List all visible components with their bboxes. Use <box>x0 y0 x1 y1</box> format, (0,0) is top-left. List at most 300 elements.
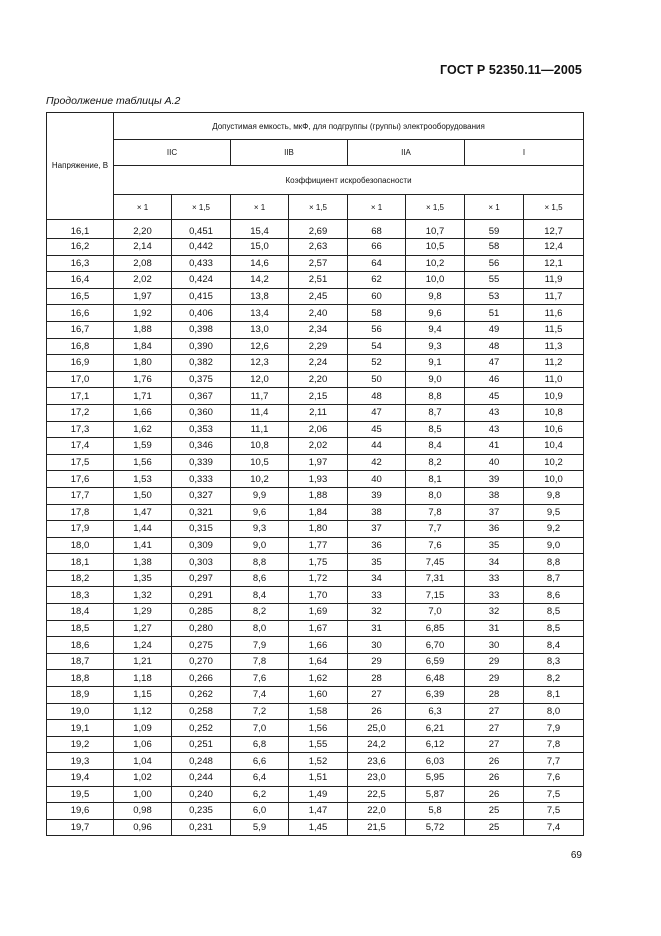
capacitance-cell: 2,40 <box>289 305 348 322</box>
voltage-cell: 19,3 <box>47 753 114 770</box>
capacitance-cell: 45 <box>465 388 524 405</box>
capacitance-cell: 50 <box>348 371 406 388</box>
capacitance-cell: 58 <box>348 305 406 322</box>
capacitance-cell: 24,2 <box>348 736 406 753</box>
capacitance-cell: 10,0 <box>524 471 584 488</box>
capacitance-cell: 2,63 <box>289 239 348 256</box>
capacitance-cell: 0,262 <box>172 687 231 704</box>
coefficient-subheader: × 1,5 <box>406 195 465 220</box>
capacitance-cell: 0,251 <box>172 736 231 753</box>
table-row <box>47 803 584 820</box>
capacitance-cell: 1,06 <box>114 736 172 753</box>
capacitance-cell: 9,0 <box>524 537 584 554</box>
capacitance-cell: 10,8 <box>524 404 584 421</box>
table-row <box>47 587 584 604</box>
voltage-cell: 16,3 <box>47 255 114 272</box>
capacitance-cell: 33 <box>465 587 524 604</box>
voltage-cell: 17,7 <box>47 487 114 504</box>
capacitance-cell: 1,52 <box>289 753 348 770</box>
capacitance-cell: 30 <box>465 637 524 654</box>
capacitance-cell: 27 <box>348 687 406 704</box>
capacitance-cell: 66 <box>348 239 406 256</box>
table-row <box>47 570 584 587</box>
voltage-cell: 18,6 <box>47 637 114 654</box>
voltage-cell: 18,1 <box>47 554 114 571</box>
capacitance-cell: 9,4 <box>406 321 465 338</box>
capacitance-cell: 1,84 <box>114 338 172 355</box>
capacitance-cell: 8,1 <box>406 471 465 488</box>
capacitance-cell: 1,21 <box>114 653 172 670</box>
capacitance-cell: 34 <box>465 554 524 571</box>
capacitance-cell: 1,09 <box>114 720 172 737</box>
capacitance-cell: 43 <box>465 421 524 438</box>
capacitance-cell: 1,72 <box>289 570 348 587</box>
table-row <box>47 255 584 272</box>
capacitance-cell: 1,49 <box>289 786 348 803</box>
capacitance-cell: 30 <box>348 637 406 654</box>
capacitance-cell: 7,8 <box>231 653 289 670</box>
capacitance-cell: 9,1 <box>406 355 465 372</box>
capacitance-cell: 1,66 <box>114 404 172 421</box>
capacitance-cell: 1,50 <box>114 487 172 504</box>
capacitance-cell: 6,2 <box>231 786 289 803</box>
capacitance-cell: 5,95 <box>406 770 465 787</box>
voltage-cell: 19,4 <box>47 770 114 787</box>
capacitance-cell: 1,77 <box>289 537 348 554</box>
capacitance-cell: 2,29 <box>289 338 348 355</box>
capacitance-cell: 1,88 <box>114 321 172 338</box>
capacitance-cell: 0,252 <box>172 720 231 737</box>
capacitance-cell: 8,5 <box>524 604 584 621</box>
capacitance-cell: 1,62 <box>289 670 348 687</box>
capacitance-cell: 1,24 <box>114 637 172 654</box>
capacitance-cell: 8,0 <box>524 703 584 720</box>
table-row <box>47 305 584 322</box>
table-row <box>47 487 584 504</box>
capacitance-cell: 56 <box>465 255 524 272</box>
capacitance-cell: 0,96 <box>114 819 172 836</box>
table-row <box>47 388 584 405</box>
capacitance-cell: 1,60 <box>289 687 348 704</box>
voltage-cell: 16,9 <box>47 355 114 372</box>
page-number: 69 <box>570 850 582 861</box>
capacitance-cell: 10,9 <box>524 388 584 405</box>
capacitance-cell: 0,327 <box>172 487 231 504</box>
capacitance-cell: 10,2 <box>406 255 465 272</box>
capacitance-cell: 33 <box>348 587 406 604</box>
capacitance-header: Допустимая емкость, мкФ, для подгруппы (группы) электрооборудования <box>114 113 584 140</box>
capacitance-cell: 59 <box>465 220 524 239</box>
coefficient-header: Коэффициент искробезопасности <box>114 166 584 195</box>
capacitance-cell: 39 <box>348 487 406 504</box>
capacitance-cell: 1,88 <box>289 487 348 504</box>
capacitance-cell: 1,56 <box>114 454 172 471</box>
group-header: IIB <box>231 140 348 166</box>
capacitance-cell: 38 <box>465 487 524 504</box>
capacitance-cell: 6,0 <box>231 803 289 820</box>
table-row <box>47 239 584 256</box>
capacitance-cell: 1,51 <box>289 770 348 787</box>
capacitance-cell: 7,6 <box>524 770 584 787</box>
capacitance-cell: 1,15 <box>114 687 172 704</box>
voltage-cell: 18,2 <box>47 570 114 587</box>
voltage-cell: 17,3 <box>47 421 114 438</box>
capacitance-cell: 12,0 <box>231 371 289 388</box>
capacitance-cell: 32 <box>465 604 524 621</box>
capacitance-cell: 1,70 <box>289 587 348 604</box>
capacitance-cell: 12,6 <box>231 338 289 355</box>
capacitance-cell: 37 <box>465 504 524 521</box>
capacitance-cell: 47 <box>465 355 524 372</box>
group-header: IIC <box>114 140 231 166</box>
capacitance-cell: 7,15 <box>406 587 465 604</box>
capacitance-cell: 1,02 <box>114 770 172 787</box>
capacitance-cell: 27 <box>465 720 524 737</box>
capacitance-cell: 1,62 <box>114 421 172 438</box>
capacitance-cell: 11,0 <box>524 371 584 388</box>
capacitance-cell: 8,0 <box>406 487 465 504</box>
capacitance-cell: 40 <box>465 454 524 471</box>
capacitance-cell: 1,59 <box>114 438 172 455</box>
capacitance-cell: 12,7 <box>524 220 584 239</box>
capacitance-cell: 26 <box>465 770 524 787</box>
table-row <box>47 653 584 670</box>
capacitance-cell: 0,285 <box>172 604 231 621</box>
capacitance-cell: 55 <box>465 272 524 289</box>
capacitance-cell: 9,0 <box>406 371 465 388</box>
capacitance-cell: 46 <box>465 371 524 388</box>
capacitance-cell: 8,7 <box>524 570 584 587</box>
capacitance-cell: 1,53 <box>114 471 172 488</box>
capacitance-cell: 6,59 <box>406 653 465 670</box>
capacitance-cell: 68 <box>348 220 406 239</box>
capacitance-cell: 7,31 <box>406 570 465 587</box>
capacitance-cell: 1,66 <box>289 637 348 654</box>
coefficient-subheader: × 1,5 <box>289 195 348 220</box>
voltage-cell: 19,1 <box>47 720 114 737</box>
table-row <box>47 720 584 737</box>
capacitance-cell: 7,6 <box>231 670 289 687</box>
table-row <box>47 355 584 372</box>
capacitance-cell: 7,9 <box>524 720 584 737</box>
capacitance-cell: 1,35 <box>114 570 172 587</box>
capacitance-cell: 0,280 <box>172 620 231 637</box>
capacitance-cell: 15,4 <box>231 220 289 239</box>
capacitance-cell: 0,321 <box>172 504 231 521</box>
capacitance-cell: 1,04 <box>114 753 172 770</box>
capacitance-cell: 5,87 <box>406 786 465 803</box>
capacitance-cell: 1,47 <box>114 504 172 521</box>
table-row <box>47 770 584 787</box>
capacitance-cell: 41 <box>465 438 524 455</box>
capacitance-cell: 1,56 <box>289 720 348 737</box>
voltage-cell: 18,8 <box>47 670 114 687</box>
group-header: IIA <box>348 140 465 166</box>
voltage-cell: 16,4 <box>47 272 114 289</box>
capacitance-cell: 2,24 <box>289 355 348 372</box>
capacitance-cell: 1,32 <box>114 587 172 604</box>
table-row <box>47 670 584 687</box>
capacitance-cell: 60 <box>348 288 406 305</box>
capacitance-cell: 14,6 <box>231 255 289 272</box>
table-row <box>47 786 584 803</box>
capacitance-cell: 39 <box>465 471 524 488</box>
capacitance-cell: 6,12 <box>406 736 465 753</box>
table-row <box>47 454 584 471</box>
capacitance-cell: 26 <box>465 786 524 803</box>
capacitance-cell: 22,0 <box>348 803 406 820</box>
capacitance-cell: 10,0 <box>406 272 465 289</box>
capacitance-cell: 15,0 <box>231 239 289 256</box>
table-row <box>47 703 584 720</box>
table-row <box>47 521 584 538</box>
capacitance-cell: 12,3 <box>231 355 289 372</box>
capacitance-cell: 43 <box>465 404 524 421</box>
capacitance-cell: 8,5 <box>406 421 465 438</box>
capacitance-cell: 8,8 <box>524 554 584 571</box>
table-row <box>47 438 584 455</box>
capacitance-cell: 8,4 <box>231 587 289 604</box>
table-row <box>47 637 584 654</box>
capacitance-cell: 8,8 <box>231 554 289 571</box>
capacitance-cell: 10,4 <box>524 438 584 455</box>
capacitance-cell: 25 <box>465 819 524 836</box>
capacitance-cell: 8,2 <box>406 454 465 471</box>
capacitance-cell: 0,451 <box>172 220 231 239</box>
capacitance-cell: 13,0 <box>231 321 289 338</box>
capacitance-cell: 28 <box>465 687 524 704</box>
capacitance-cell: 7,4 <box>231 687 289 704</box>
capacitance-cell: 6,4 <box>231 770 289 787</box>
capacitance-cell: 0,360 <box>172 404 231 421</box>
capacitance-cell: 35 <box>465 537 524 554</box>
capacitance-cell: 27 <box>465 703 524 720</box>
capacitance-cell: 7,8 <box>406 504 465 521</box>
capacitance-cell: 26 <box>348 703 406 720</box>
capacitance-cell: 2,11 <box>289 404 348 421</box>
capacitance-cell: 2,14 <box>114 239 172 256</box>
capacitance-cell: 10,2 <box>524 454 584 471</box>
capacitance-cell: 9,5 <box>524 504 584 521</box>
capacitance-cell: 36 <box>348 537 406 554</box>
capacitance-cell: 48 <box>465 338 524 355</box>
voltage-cell: 16,8 <box>47 338 114 355</box>
capacitance-cell: 42 <box>348 454 406 471</box>
capacitance-cell: 14,2 <box>231 272 289 289</box>
table-row <box>47 753 584 770</box>
capacitance-cell: 0,303 <box>172 554 231 571</box>
capacitance-cell: 29 <box>348 653 406 670</box>
capacitance-cell: 1,18 <box>114 670 172 687</box>
capacitance-cell: 37 <box>348 521 406 538</box>
capacitance-cell: 0,406 <box>172 305 231 322</box>
voltage-cell: 18,9 <box>47 687 114 704</box>
table-row <box>47 220 584 239</box>
capacitance-cell: 36 <box>465 521 524 538</box>
capacitance-cell: 0,98 <box>114 803 172 820</box>
capacitance-cell: 49 <box>465 321 524 338</box>
capacitance-cell: 44 <box>348 438 406 455</box>
capacitance-cell: 0,244 <box>172 770 231 787</box>
capacitance-cell: 8,4 <box>406 438 465 455</box>
table-row <box>47 371 584 388</box>
capacitance-cell: 1,55 <box>289 736 348 753</box>
voltage-cell: 18,4 <box>47 604 114 621</box>
voltage-cell: 17,2 <box>47 404 114 421</box>
capacitance-cell: 10,2 <box>231 471 289 488</box>
capacitance-cell: 13,8 <box>231 288 289 305</box>
capacitance-cell: 8,1 <box>524 687 584 704</box>
capacitance-cell: 58 <box>465 239 524 256</box>
capacitance-cell: 9,3 <box>231 521 289 538</box>
coefficient-subheader: × 1 <box>465 195 524 220</box>
capacitance-cell: 8,0 <box>231 620 289 637</box>
capacitance-cell: 1,76 <box>114 371 172 388</box>
capacitance-cell: 11,3 <box>524 338 584 355</box>
capacitance-cell: 8,2 <box>231 604 289 621</box>
capacitance-cell: 38 <box>348 504 406 521</box>
capacitance-cell: 11,6 <box>524 305 584 322</box>
capacitance-cell: 64 <box>348 255 406 272</box>
capacitance-cell: 8,7 <box>406 404 465 421</box>
capacitance-cell: 8,5 <box>524 620 584 637</box>
capacitance-cell: 8,3 <box>524 653 584 670</box>
capacitance-cell: 6,3 <box>406 703 465 720</box>
capacitance-cell: 7,7 <box>406 521 465 538</box>
capacitance-cell: 7,0 <box>231 720 289 737</box>
capacitance-cell: 1,97 <box>114 288 172 305</box>
voltage-cell: 17,6 <box>47 471 114 488</box>
voltage-cell: 19,6 <box>47 803 114 820</box>
voltage-cell: 18,0 <box>47 537 114 554</box>
capacitance-cell: 1,58 <box>289 703 348 720</box>
capacitance-cell: 2,06 <box>289 421 348 438</box>
capacitance-cell: 11,5 <box>524 321 584 338</box>
table-body <box>47 220 584 836</box>
capacitance-cell: 2,02 <box>114 272 172 289</box>
capacitance-cell: 22,5 <box>348 786 406 803</box>
voltage-cell: 16,2 <box>47 239 114 256</box>
capacitance-cell: 51 <box>465 305 524 322</box>
capacitance-cell: 29 <box>465 670 524 687</box>
capacitance-cell: 1,45 <box>289 819 348 836</box>
capacitance-cell: 1,67 <box>289 620 348 637</box>
capacitance-cell: 6,6 <box>231 753 289 770</box>
capacitance-cell: 6,8 <box>231 736 289 753</box>
voltage-cell: 18,7 <box>47 653 114 670</box>
table-row <box>47 554 584 571</box>
voltage-cell: 19,2 <box>47 736 114 753</box>
capacitance-cell: 7,6 <box>406 537 465 554</box>
capacitance-cell: 1,93 <box>289 471 348 488</box>
capacitance-cell: 7,5 <box>524 786 584 803</box>
capacitance-cell: 1,64 <box>289 653 348 670</box>
capacitance-cell: 8,4 <box>524 637 584 654</box>
capacitance-cell: 11,7 <box>231 388 289 405</box>
capacitance-cell: 0,415 <box>172 288 231 305</box>
capacitance-cell: 2,57 <box>289 255 348 272</box>
capacitance-cell: 54 <box>348 338 406 355</box>
voltage-cell: 16,1 <box>47 220 114 239</box>
capacitance-table <box>46 112 584 836</box>
table-row <box>47 338 584 355</box>
coefficient-subheader: × 1 <box>348 195 406 220</box>
capacitance-cell: 0,433 <box>172 255 231 272</box>
capacitance-cell: 1,75 <box>289 554 348 571</box>
table-row <box>47 321 584 338</box>
capacitance-cell: 0,309 <box>172 537 231 554</box>
table-row <box>47 819 584 836</box>
table-row <box>47 404 584 421</box>
voltage-cell: 17,4 <box>47 438 114 455</box>
table-row <box>47 471 584 488</box>
capacitance-cell: 9,2 <box>524 521 584 538</box>
voltage-cell: 17,0 <box>47 371 114 388</box>
capacitance-cell: 0,266 <box>172 670 231 687</box>
voltage-cell: 17,1 <box>47 388 114 405</box>
capacitance-cell: 8,6 <box>231 570 289 587</box>
capacitance-cell: 28 <box>348 670 406 687</box>
capacitance-cell: 1,44 <box>114 521 172 538</box>
coefficient-subheader: × 1 <box>114 195 172 220</box>
capacitance-cell: 9,3 <box>406 338 465 355</box>
coefficient-subheader: × 1,5 <box>524 195 584 220</box>
capacitance-cell: 10,5 <box>231 454 289 471</box>
capacitance-cell: 2,02 <box>289 438 348 455</box>
table-row <box>47 620 584 637</box>
capacitance-cell: 7,5 <box>524 803 584 820</box>
voltage-cell: 17,8 <box>47 504 114 521</box>
capacitance-cell: 6,03 <box>406 753 465 770</box>
capacitance-cell: 0,390 <box>172 338 231 355</box>
capacitance-cell: 40 <box>348 471 406 488</box>
capacitance-cell: 21,5 <box>348 819 406 836</box>
coefficient-subheader: × 1,5 <box>172 195 231 220</box>
capacitance-cell: 8,2 <box>524 670 584 687</box>
capacitance-cell: 25,0 <box>348 720 406 737</box>
capacitance-cell: 0,315 <box>172 521 231 538</box>
capacitance-cell: 8,6 <box>524 587 584 604</box>
capacitance-cell: 2,45 <box>289 288 348 305</box>
capacitance-cell: 32 <box>348 604 406 621</box>
voltage-cell: 18,5 <box>47 620 114 637</box>
capacitance-cell: 5,72 <box>406 819 465 836</box>
voltage-cell: 16,6 <box>47 305 114 322</box>
voltage-cell: 17,9 <box>47 521 114 538</box>
capacitance-cell: 1,80 <box>114 355 172 372</box>
voltage-cell: 19,7 <box>47 819 114 836</box>
capacitance-cell: 23,0 <box>348 770 406 787</box>
capacitance-cell: 2,69 <box>289 220 348 239</box>
capacitance-cell: 0,297 <box>172 570 231 587</box>
capacitance-cell: 1,38 <box>114 554 172 571</box>
group-header: I <box>465 140 584 166</box>
capacitance-cell: 10,7 <box>406 220 465 239</box>
capacitance-cell: 0,275 <box>172 637 231 654</box>
capacitance-cell: 7,9 <box>231 637 289 654</box>
capacitance-cell: 35 <box>348 554 406 571</box>
capacitance-cell: 2,08 <box>114 255 172 272</box>
capacitance-cell: 0,398 <box>172 321 231 338</box>
capacitance-cell: 0,339 <box>172 454 231 471</box>
capacitance-cell: 0,258 <box>172 703 231 720</box>
voltage-cell: 16,7 <box>47 321 114 338</box>
capacitance-cell: 12,1 <box>524 255 584 272</box>
capacitance-cell: 2,15 <box>289 388 348 405</box>
capacitance-cell: 0,346 <box>172 438 231 455</box>
capacitance-cell: 0,353 <box>172 421 231 438</box>
capacitance-cell: 52 <box>348 355 406 372</box>
